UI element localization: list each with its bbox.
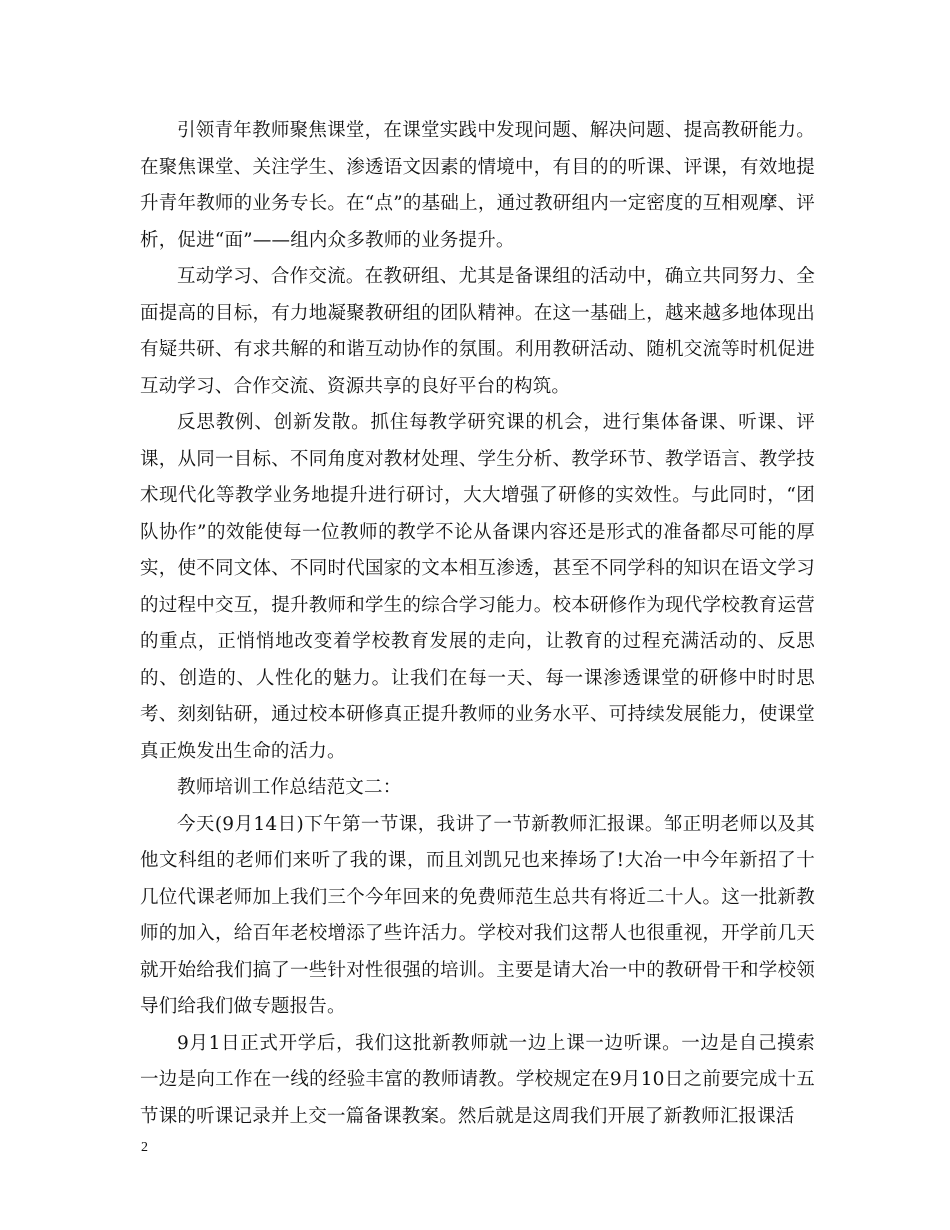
paragraph-report-lesson: 今天(9月14日)下午第一节课，我讲了一节新教师汇报课。邹正明老师以及其他文科组的老师们来听了我的课，而且刘凯兄也来捧场了!大冶一中今年新招了十几位代课老师加上我们三个今年回来的免费师范生总共有将近二十人。这一批新教师的加入，给百年老校增添了些许活力。学校对我们这帮人也很重视，开学前几天就开始给我们搞了一些针对性很强的培训。主要是请大冶一中的教研骨干和学校领导们给我们做专题报告。	[140, 813, 815, 1017]
section-heading-sample-two: 教师培训工作总结范文二：	[177, 777, 402, 798]
document-body	[140, 113, 815, 1135]
paragraph-reflection-innovation: 反思教例、创新发散。抓住每教学研究课的机会，进行集体备课、听课、评课，从同一目标、不同角度对教材处理、学生分析、教学环节、教学语言、教学技术现代化等教学业务地提升进行研讨，大大增强了研修的实效性。与此同时，“团队协作”的效能使每一位教师的教学不论从备课内容还是形式的准备都尽可能的厚实，使不同文体、不同时代国家的文本相互渗透，甚至不同学科的知识在语文学习的过程中交互，提升教师和学生的综合学习能力。校本研修作为现代学校教育运营的重点，正悄悄地改变着学校教育发展的走向，让教育的过程充满活动的、反思的、创造的、人性化的魅力。让我们在每一天、每一课渗透课堂的研修中时时思考、刻刻钻研，通过校本研修真正提升教师的业务水平、可持续发展能力，使课堂真正焕发出生命的活力。	[140, 412, 815, 762]
paragraph-focus-classroom: 引领青年教师聚焦课堂，在课堂实践中发现问题、解决问题、提高教研能力。在聚焦课堂、关注学生、渗透语文因素的情境中，有目的的听课、评课，有效地提升青年教师的业务专长。在“点”的基础上，通过教研组内一定密度的互相观摩、评析，促进“面”——组内众多教师的业务提升。	[140, 120, 815, 251]
paragraph-interactive-learning: 互动学习、合作交流。在教研组、尤其是备课组的活动中，确立共同努力、全面提高的目标，有力地凝聚教研组的团队精神。在这一基础上，越来越多地体现出有疑共研、有求共解的和谐互动协作的氛围。利用教研活动、随机交流等时机促进互动学习、合作交流、资源共享的良好平台的构筑。	[140, 266, 815, 397]
page-number: 2	[141, 1140, 148, 1155]
paragraph-school-start: 9月1日正式开学后，我们这批新教师就一边上课一边听课。一边是自己摸索一边是向工作在一线的经验丰富的教师请教。学校规定在9月10日之前要完成十五节课的听课记录并上交一篇备课教案。然后就是这周我们开展了新教师汇报课活	[140, 1032, 815, 1127]
